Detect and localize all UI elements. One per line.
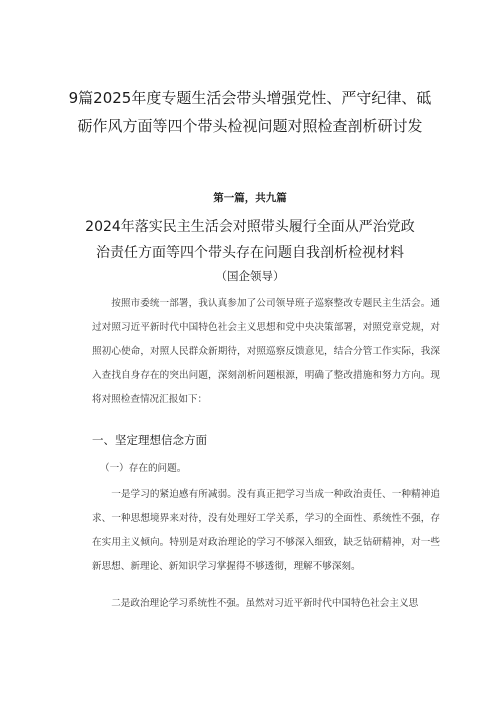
heading-ideals: 一、坚定理想信念方面	[92, 433, 207, 447]
main-title	[40, 84, 460, 140]
intro-text: 按照市委统一部署，我认真参加了公司领导班子巡察整改专题民主生活会。通过对照习近平新时代中国特色社会主义思想和党中央决策部署，对照党章党规，对照初心使命，对照人民群众新期待，对照巡察反馈意见，结合分管工作实际，我深入查找自身存在的突出问题，深刻剖析问题根源，明确了整改措施和努力方向。现将对照检查情况汇报如下：	[92, 298, 440, 405]
body-paragraph-1: 一是学习的紧迫感有所减弱。没有真正把学习当成一种政治责任、一种精神追求、一种思想境界来对待，没有处理好工学关系，学习的全面性、系统性不强，存在实用主义倾向。特别是对政治理论的学习不够深入细致，缺乏钻研精神，对一些新思想、新理论、新知识学习掌握得不够透彻，理解不够深刻。	[92, 489, 440, 572]
intro-paragraph	[92, 292, 440, 412]
section-title-line-2: 治责任方面等四个带头存在问题自我剖析检视材料	[96, 245, 404, 261]
main-title-line-2: 砺作风方面等四个带头检视问题对照检查剖析研讨发	[77, 117, 423, 135]
part-number: 第一篇，共九篇	[213, 192, 287, 204]
body-paragraph-2: 二是政治理论学习系统性不强。虽然对习近平新时代中国特色社会主义思	[111, 598, 419, 609]
section-title	[60, 214, 440, 266]
main-title-line-1: 9篇2025年度专题生活会带头增强党性、严守纪律、砥	[68, 89, 432, 107]
audience-note: （国企领导）	[215, 269, 285, 283]
section-title-line-1: 2024年落实民主生活会对照带头履行全面从严治党政	[85, 219, 415, 235]
subheading-problems: （一）存在的问题。	[100, 463, 187, 474]
